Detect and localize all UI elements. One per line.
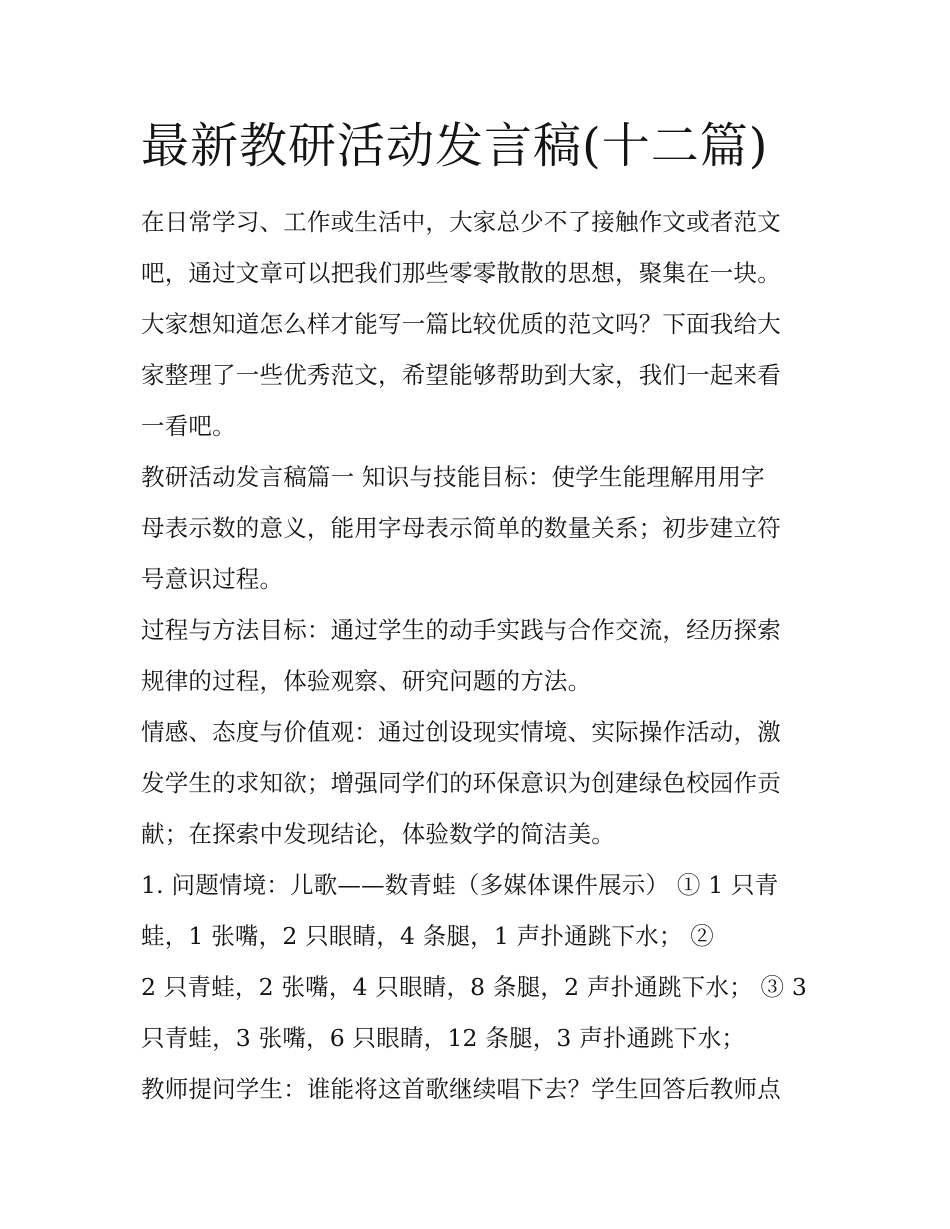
- page-title: 最新教研活动发言稿(十二篇): [141, 118, 769, 174]
- text-line: 教师提问学生：谁能将这首歌继续唱下去？学生回答后教师点: [141, 1075, 781, 1103]
- text-line: 2 只青蛙，2 张嘴，4 只眼睛，8 条腿，2 声扑通跳下水； ③ 3: [141, 973, 807, 1001]
- text-line: 1. 问题情境：儿歌——数青蛙（多媒体课件展示） ① 1 只青: [141, 871, 779, 899]
- text-line: 过程与方法目标：通过学生的动手实践与合作交流，经历探索: [141, 616, 781, 644]
- text-line: 献；在探索中发现结论，体验数学的简洁美。: [141, 820, 615, 848]
- text-line: 家整理了一些优秀范文，希望能够帮助到大家，我们一起来看: [141, 361, 781, 389]
- text-line: 母表示数的意义，能用字母表示简单的数量关系；初步建立符: [141, 514, 781, 542]
- text-line: 蛙，1 张嘴，2 只眼睛，4 条腿，1 声扑通跳下水； ②: [141, 922, 714, 950]
- text-line: 规律的过程，体验观察、研究问题的方法。: [141, 667, 592, 695]
- text-line: 大家想知道怎么样才能写一篇比较优质的范文吗？下面我给大: [141, 310, 781, 338]
- text-line: 一看吧。: [141, 412, 236, 440]
- text-line: 情感、态度与价值观：通过创设现实情境、实际操作活动，激: [141, 718, 781, 746]
- text-line: 号意识过程。: [141, 565, 284, 593]
- text-line: 吧，通过文章可以把我们那些零零散散的思想，聚集在一块。: [141, 259, 781, 287]
- text-line: 教研活动发言稿篇一 知识与技能目标：使学生能理解用用字: [141, 463, 765, 491]
- text-line: 在日常学习、工作或生活中，大家总少不了接触作文或者范文: [141, 208, 781, 236]
- text-line: 只青蛙，3 张嘴，6 只眼睛，12 条腿，3 声扑通跳下水；: [141, 1024, 746, 1052]
- text-line: 发学生的求知欲；增强同学们的环保意识为创建绿色校园作贡: [141, 769, 781, 797]
